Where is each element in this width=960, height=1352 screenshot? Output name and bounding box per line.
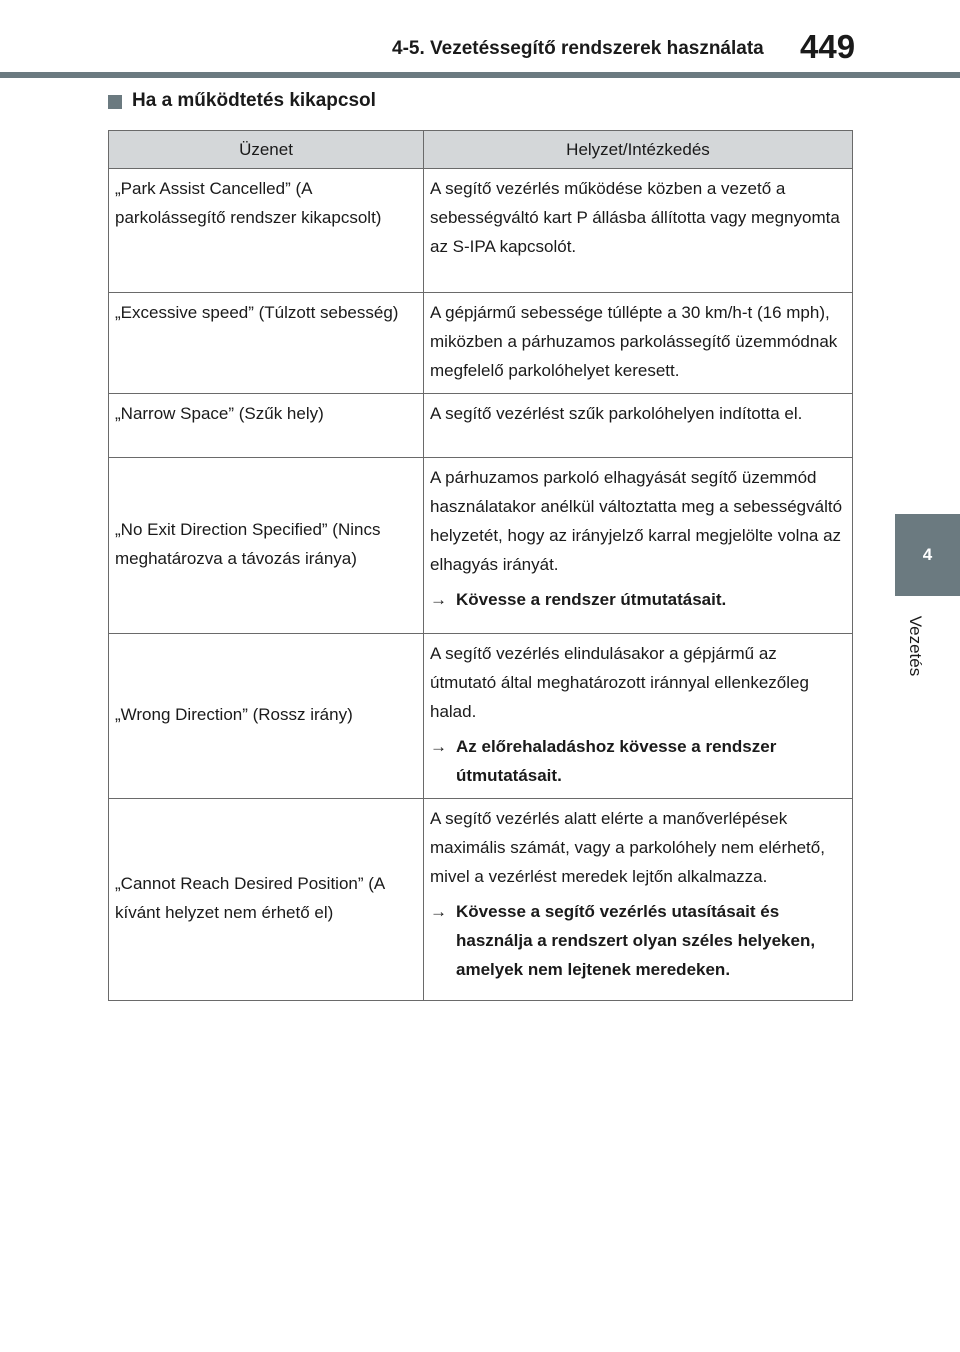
table-row — [109, 394, 853, 458]
message-cell: „Cannot Reach Desired Position” (A kívánt helyzet nem érhető el) — [109, 799, 424, 1001]
arrow-right-icon: → — [430, 590, 447, 609]
section-heading-text: Ha a működtetés kikapcsol — [132, 90, 376, 111]
header-rule — [0, 72, 960, 78]
situation-cell: A gépjármű sebessége túllépte a 30 km/h-t (16 mph), miközben a párhuzamos parkolássegítő üzemmódnak megfelelő parkolóhelyet keresett. — [424, 293, 853, 394]
square-bullet-icon — [108, 95, 122, 109]
situation-cell: A segítő vezérlés működése közben a vezető a sebességváltó kart P állásba állította vagy megnyomta az S-IPA kapcsolót. — [424, 169, 853, 293]
table-row — [109, 799, 853, 1001]
chapter-tab-number: 4 — [922, 545, 933, 564]
arrow-right-icon: → — [430, 902, 447, 921]
message-cell: „No Exit Direction Specified” (Nincs meghatározva a távozás iránya) — [109, 458, 424, 634]
chapter-side-label-text: Vezetés — [906, 615, 925, 677]
situation-cell — [424, 458, 853, 634]
situation-text: A segítő vezérlés elindulásakor a gépjármű az útmutató által meghatározott iránnyal ellenkezőleg halad. — [430, 644, 809, 721]
message-cell: „Narrow Space” (Szűk hely) — [109, 394, 424, 458]
message-cell: „Wrong Direction” (Rossz irány) — [109, 634, 424, 799]
chapter-title: 4-5. Vezetéssegítő rendszerek használata — [392, 38, 764, 59]
table-header-row — [109, 131, 853, 169]
action-line — [430, 897, 846, 984]
situation-cell — [424, 799, 853, 1001]
action-text: Kövesse a rendszer útmutatásait. — [456, 590, 727, 609]
page-number: 449 — [800, 28, 856, 65]
chapter-tab — [895, 514, 960, 596]
situation-text: A párhuzamos parkoló elhagyását segítő üzemmód használatakor anélkül változtatta meg a sebességváltó helyzetét, hogy az irányjelző karral megjelölte volna az elhagyás irányát. — [430, 468, 843, 574]
arrow-right-icon: → — [430, 737, 447, 756]
action-text: Kövesse a segítő vezérlés utasításait és használja a rendszert olyan széles helyeken, amelyek nem lejtenek meredeken. — [456, 902, 816, 979]
message-cell: „Excessive speed” (Túlzott sebesség) — [109, 293, 424, 394]
situation-cell: A segítő vezérlést szűk parkolóhelyen indította el. — [424, 394, 853, 458]
action-text: Az előrehaladáshoz kövesse a rendszer útmutatásait. — [456, 737, 777, 785]
table-row — [109, 458, 853, 634]
situation-cell — [424, 634, 853, 799]
message-table — [108, 130, 853, 1001]
action-line — [430, 585, 846, 614]
page-header — [0, 0, 960, 80]
column-header-situation: Helyzet/Intézkedés — [424, 131, 853, 169]
message-cell: „Park Assist Cancelled” (A parkolássegítő rendszer kikapcsolt) — [109, 169, 424, 293]
column-header-message: Üzenet — [109, 131, 424, 169]
table-row — [109, 634, 853, 799]
situation-text: A segítő vezérlés alatt elérte a manőverlépések maximális számát, vagy a parkolóhely nem elérhető, mivel a vezérlést meredek lejtőn alkalmazza. — [430, 809, 825, 886]
table-row — [109, 169, 853, 293]
table-row — [109, 293, 853, 394]
chapter-side-label — [895, 596, 935, 696]
section-heading — [108, 90, 376, 112]
action-line — [430, 732, 846, 790]
